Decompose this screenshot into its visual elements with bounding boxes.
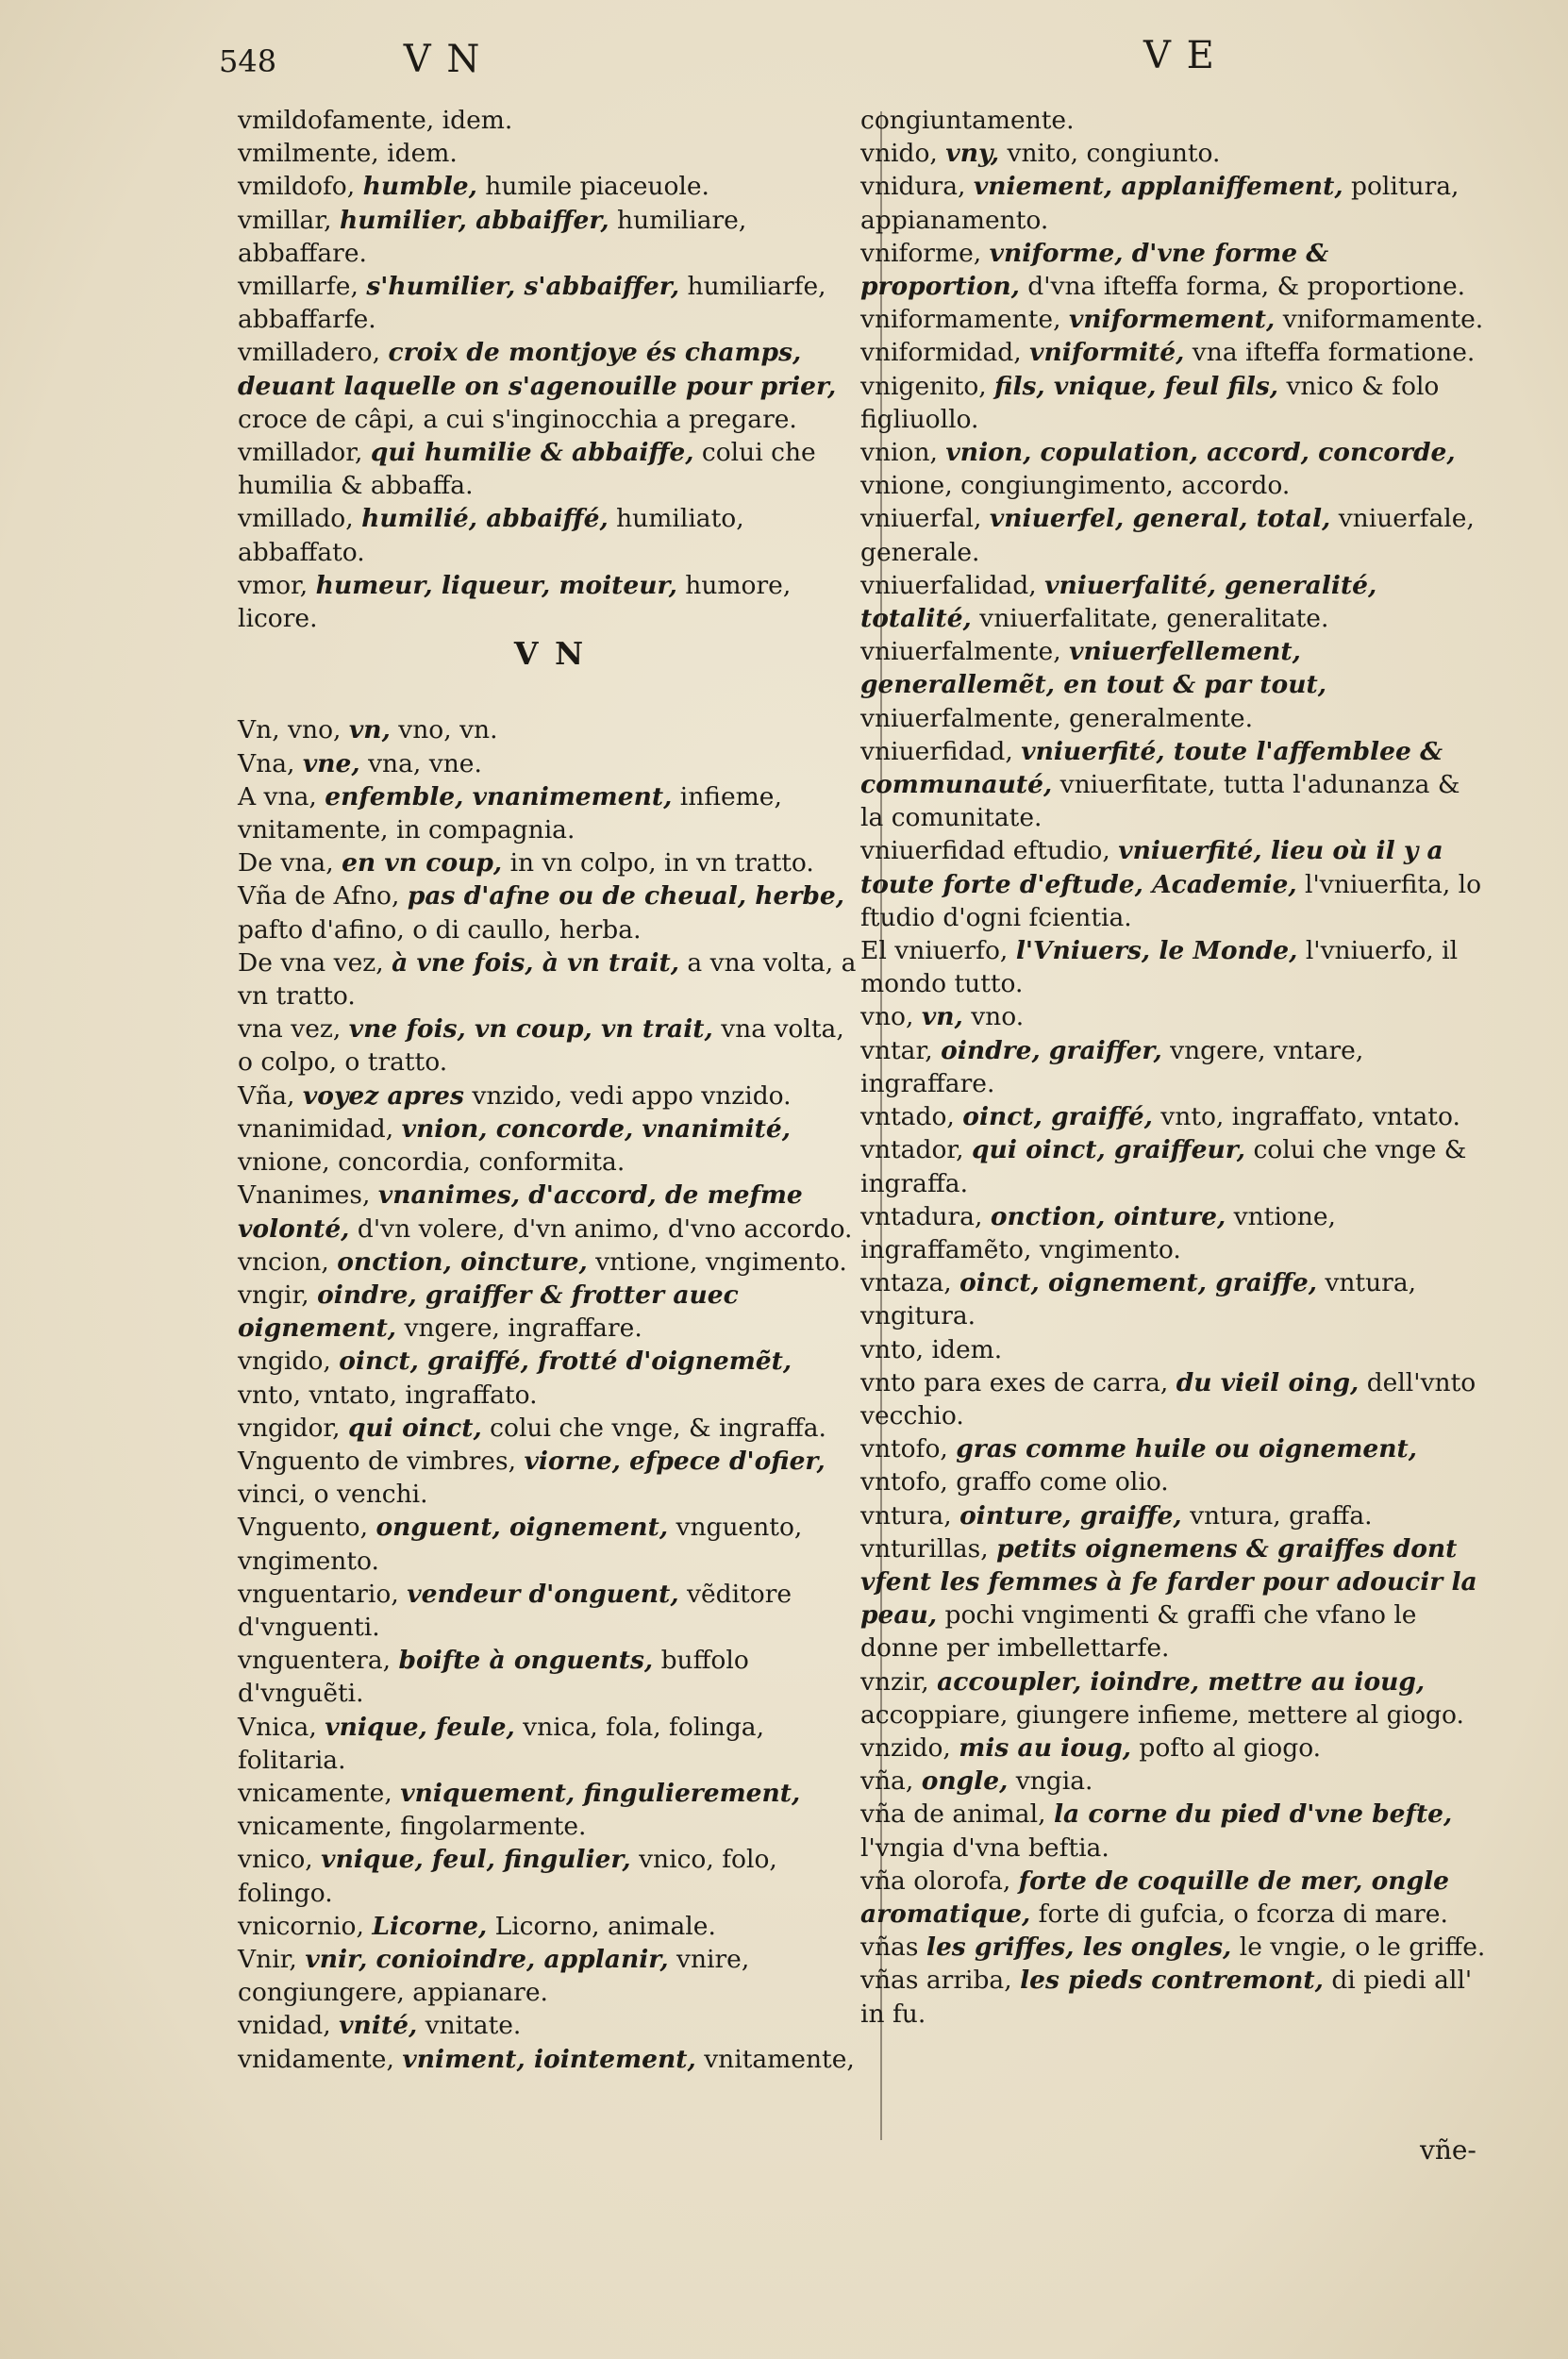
entry-headword: vniformidad, [860, 338, 1022, 368]
entry-italian: vntura, graffa. [1190, 1500, 1373, 1531]
entry-headword: vngidor, [238, 1413, 341, 1443]
dictionary-entry [238, 713, 862, 746]
dictionary-entry [860, 137, 1491, 170]
entry-headword: vnico, [238, 1845, 313, 1875]
entry-headword: Vnanimes, [238, 1180, 371, 1211]
dictionary-entry [238, 1578, 862, 1644]
entry-headword: vña olorofa, [860, 1865, 1011, 1896]
dictionary-entry [238, 1246, 862, 1279]
entry-headword: vnzido, [860, 1732, 951, 1763]
entry-italian: d'vn volere, d'vn animo, d'vno accordo. [357, 1213, 853, 1244]
entry-french: du vieil oing, [1176, 1367, 1359, 1397]
entry-headword: vna vez, [238, 1014, 342, 1045]
entry-headword: vnidad, [238, 2011, 331, 2041]
entry-italian: idem. [442, 106, 513, 135]
entry-french: vniuerfellement, generallemẽt, en tout & par tout, [860, 637, 1326, 700]
dictionary-entry [238, 1511, 862, 1577]
entry-italian: accoppiare, giungere infieme, mettere al giogo. [860, 1699, 1464, 1730]
left-entries-main [238, 713, 862, 2075]
dictionary-entry [860, 170, 1491, 236]
dictionary-entry [860, 104, 1491, 137]
entry-headword: vnzir, [860, 1666, 929, 1697]
dictionary-entry [238, 270, 862, 336]
entry-french: vniuerfel, general, total, [989, 504, 1331, 534]
entry-headword: Vnir, [238, 1944, 297, 1974]
entry-italian: humiliarfe, abbaffarfe. [238, 272, 826, 335]
entry-italian: d'vna ifteffa forma, & proportione. [1027, 272, 1466, 302]
dictionary-entry [860, 1665, 1491, 1732]
entry-headword: vnto para exes de carra, [860, 1367, 1169, 1397]
dictionary-entry [860, 1765, 1491, 1798]
entry-headword: Vnica, [238, 1712, 317, 1742]
entry-french: oindre, graiffer & frotter auec oignement, [238, 1280, 739, 1344]
running-head-right: V E [1143, 34, 1216, 77]
dictionary-entry [238, 1843, 862, 1909]
dictionary-entry [860, 436, 1491, 502]
entry-french: Licorne, [372, 1911, 488, 1941]
entry-italian: vna ifteffa formatione. [1192, 338, 1476, 368]
entry-italian: vna, vne. [368, 748, 482, 778]
entry-headword: vña de animal, [860, 1799, 1046, 1830]
dictionary-entry [860, 370, 1491, 436]
entry-headword: Vña, [238, 1080, 295, 1111]
dictionary-entry [238, 1279, 862, 1345]
entry-french: vniement, applaniffement, [973, 172, 1343, 202]
entry-headword: Vna, [238, 748, 295, 778]
entry-french: vnion, copulation, accord, concorde, [945, 438, 1456, 468]
entry-italian: vntofo, graffo come olio. [860, 1467, 1169, 1497]
entry-headword: vnicornio, [238, 1911, 364, 1941]
entry-headword: El vniuerfo, [860, 936, 1009, 966]
entry-french: vny, [945, 139, 1000, 169]
entry-french: vn, [348, 715, 391, 745]
entry-headword: vmildofo, [238, 172, 356, 202]
entry-french: ongle, [921, 1766, 1009, 1797]
entry-italian: colui che vnge, & ingraffa. [490, 1413, 826, 1443]
dictionary-entry [860, 1865, 1491, 1931]
dictionary-entry [238, 502, 862, 568]
dictionary-entry [860, 336, 1491, 369]
dictionary-entry [238, 436, 862, 502]
entry-french: oinct, graiffé, frotté d'oignemẽt, [339, 1347, 792, 1377]
entry-headword: vntador, [860, 1135, 964, 1165]
entry-french: vendeur d'onguent, [407, 1579, 679, 1609]
entry-italian: humile piaceuole. [485, 172, 709, 202]
entry-italian: colui che humilia & abbaffa. [238, 438, 816, 501]
entry-french: vnanimes, d'accord, de mefme volonté, [238, 1180, 803, 1244]
entry-headword: vniuerfal, [860, 504, 982, 534]
dictionary-entry [238, 1012, 862, 1079]
dictionary-entry [238, 137, 862, 170]
dictionary-entry [860, 735, 1491, 835]
entry-headword: vmilmente, [238, 139, 379, 169]
entry-headword: vniuerfalmente, [860, 637, 1061, 667]
entry-headword: vñas [860, 1932, 919, 1963]
entry-headword: vnion, [860, 438, 938, 468]
entry-headword: Vña de Afno, [238, 881, 400, 912]
entry-headword: vnidura, [860, 172, 966, 202]
dictionary-entry [238, 747, 862, 780]
dictionary-entry [860, 1366, 1491, 1432]
entry-french: forte de coquille de mer, ongle aromatique, [860, 1865, 1450, 1929]
dictionary-entry [238, 1777, 862, 1843]
entry-french: petits oignemens & graiffes dont vfent les femmes à fe farder pour adoucir la peau, [860, 1533, 1477, 1631]
entry-headword: vnidamente, [238, 2044, 394, 2074]
dictionary-entry [238, 946, 862, 1012]
entry-headword: vmildofamente, [238, 106, 435, 135]
entry-italian: vniuerfalmente, generalmente. [860, 703, 1254, 733]
entry-french: en vn coup, [342, 848, 503, 878]
dictionary-entry [860, 237, 1491, 303]
dictionary-entry [238, 1943, 862, 2009]
dictionary-entry [238, 1345, 862, 1411]
catchword: vñe- [1420, 2134, 1476, 2166]
entry-italian: vno. [971, 1002, 1025, 1032]
entry-headword: vngir, [238, 1280, 309, 1310]
section-heading: V N [513, 635, 587, 673]
entry-headword: vniuerfidad eftudio, [860, 836, 1110, 866]
entry-french: vniuerfité, toute l'affemblee & communauté, [860, 736, 1443, 800]
entry-italian: vno, vn. [398, 715, 498, 745]
dictionary-entry [860, 1034, 1491, 1100]
dictionary-entry [238, 336, 862, 436]
entry-french: accoupler, ioindre, mettre au ioug, [937, 1666, 1426, 1697]
entry-italian: vnire, congiungere, appianare. [238, 1944, 750, 2008]
entry-headword: vntofo, [860, 1434, 948, 1464]
dictionary-entry [860, 1133, 1491, 1199]
dictionary-entry [238, 170, 862, 203]
entry-headword: vntadura, [860, 1201, 983, 1231]
dictionary-entry [238, 204, 862, 270]
entry-headword: Vnguento, [238, 1513, 369, 1543]
entry-french: s'humilier, s'abbaiffer, [366, 272, 680, 302]
right-entries [860, 104, 1491, 2031]
entry-italian: vniuerfale, generale. [860, 504, 1475, 567]
entry-french: vniquement, fingulierement, [400, 1778, 801, 1808]
entry-italian: humiliato, abbaffato. [238, 504, 744, 567]
left-column [238, 104, 862, 2076]
entry-french: vne, [302, 748, 360, 778]
entry-italian: vna volta, o colpo, o tratto. [238, 1014, 844, 1078]
entry-french: onction, ointure, [990, 1201, 1226, 1231]
entry-french: qui oinct, graiffeur, [972, 1135, 1245, 1165]
entry-italian: vnitate. [425, 2011, 522, 2041]
dictionary-entry [860, 1798, 1491, 1864]
entry-italian: in vn colpo, in vn tratto. [509, 848, 814, 878]
entry-french: vniformité, [1029, 338, 1185, 368]
dictionary-entry [860, 303, 1491, 336]
entry-italian: politura, appianamento. [860, 172, 1460, 235]
dictionary-entry [860, 569, 1491, 635]
left-entries-top [238, 104, 862, 635]
entry-headword: vniuerfalidad, [860, 570, 1037, 600]
entry-italian: vngere, ingraffare. [404, 1313, 642, 1344]
entry-italian: forte di gufcia, o fcorza di mare. [1038, 1899, 1448, 1929]
entry-italian: l'vniuerfita, lo ftudio d'ogni fcientia. [860, 869, 1482, 932]
entry-italian: vnzido, vedi appo vnzido. [472, 1080, 792, 1111]
entry-headword: vntura, [860, 1500, 952, 1531]
entry-italian: vẽditore d'vnguenti. [238, 1579, 792, 1642]
dictionary-entry [238, 1412, 862, 1445]
entry-french: oinct, graiffé, [962, 1102, 1153, 1132]
entry-french: vniuerfité, lieu où il y a toute forte d'eftude, Academie, [860, 836, 1443, 899]
entry-headword: vnido, [860, 139, 938, 169]
entry-headword: vno, [860, 1002, 914, 1032]
right-column [860, 104, 1491, 2031]
entry-italian: vnicamente, fingolarmente. [238, 1812, 587, 1842]
entry-headword: vmillador, [238, 438, 363, 468]
dictionary-entry [238, 846, 862, 879]
entry-italian: buffolo d'vnguẽti. [238, 1646, 749, 1709]
page-number: 548 [219, 43, 277, 79]
entry-headword: vmillar, [238, 205, 332, 235]
dictionary-entry [238, 1079, 862, 1113]
entry-italian: vniuerfitate, tutta l'adunanza & la comunitate. [860, 770, 1460, 833]
entry-headword: vntar, [860, 1035, 933, 1065]
entry-headword: vnguentario, [238, 1579, 399, 1609]
dictionary-entry [860, 1931, 1491, 1964]
entry-italian: vnione, congiungimento, accordo. [860, 471, 1291, 501]
entry-italian: vnico, folo, folingo. [238, 1845, 777, 1908]
dictionary-entry [860, 1200, 1491, 1266]
entry-french: vniformement, [1068, 305, 1276, 335]
entry-headword: vña, [860, 1766, 914, 1797]
entry-italian: vnto, vntato, ingraffato. [238, 1380, 538, 1410]
entry-headword: vnto, [860, 1334, 925, 1364]
running-head-left: V N [403, 38, 482, 81]
entry-headword: vnturillas, [860, 1533, 989, 1564]
entry-french: croix de montjoye és champs, deuant laquelle on s'agenouille pour prier, [238, 338, 837, 401]
entry-headword: vmilladero, [238, 338, 381, 368]
entry-headword: vnicamente, [238, 1778, 392, 1808]
entry-italian: vnica, fola, folinga, folitaria. [238, 1712, 765, 1775]
entry-italian: Licorno, animale. [494, 1911, 716, 1941]
dictionary-entry [860, 1432, 1491, 1498]
entry-headword: vnanimidad, [238, 1113, 394, 1144]
entry-french: vnir, conioindre, applanir, [305, 1944, 669, 1974]
entry-french: l'Vniuers, le Monde, [1015, 936, 1298, 966]
entry-headword: vncion, [238, 1246, 329, 1277]
entry-headword: vniforme, [860, 238, 982, 268]
entry-italian: vngia. [1015, 1766, 1093, 1797]
entry-italian: vnto, ingraffato, vntato. [1160, 1102, 1460, 1132]
page-header-left [219, 38, 481, 81]
dictionary-entry [860, 1532, 1491, 1665]
entry-italian: infieme, vnitamente, in compagnia. [238, 781, 782, 845]
entry-italian: vniuerfalitate, generalitate. [979, 604, 1329, 634]
entry-headword: vmillarfe, [238, 272, 359, 302]
entry-italian: vnito, congiunto. [1007, 139, 1221, 169]
entry-french: boifte à onguents, [398, 1646, 654, 1676]
entry-french: oindre, graiffer, [941, 1035, 1162, 1065]
entry-french: fils, vnique, feul fils, [994, 371, 1279, 401]
dictionary-entry [238, 780, 862, 846]
dictionary-entry [860, 635, 1491, 735]
entry-french: vnique, feul, fingulier, [321, 1845, 631, 1875]
entry-french: gras comme huile ou oignement, [956, 1434, 1418, 1464]
dictionary-entry [238, 2043, 862, 2076]
entry-italian: congiuntamente. [860, 106, 1075, 135]
entry-italian: vntura, vngitura. [860, 1268, 1417, 1331]
dictionary-entry [860, 834, 1491, 934]
entry-french: humeur, liqueur, moiteur, [315, 570, 677, 600]
entry-italian: vntione, ingraffamẽto, vngimento. [860, 1201, 1336, 1264]
dictionary-entry [860, 1499, 1491, 1532]
dictionary-entry [860, 1100, 1491, 1133]
entry-french: vnion, concorde, vnanimité, [401, 1113, 791, 1144]
entry-italian: dell'vnto vecchio. [860, 1367, 1476, 1430]
entry-italian: vnguento, vngimento. [238, 1513, 803, 1576]
dictionary-entry [238, 1644, 862, 1710]
dictionary-entry [238, 1910, 862, 1943]
dictionary-entry [238, 104, 862, 137]
entry-italian: vnico & folo figliuollo. [860, 371, 1440, 434]
entry-french: vnité, [339, 2011, 418, 2041]
entry-french: humilier, abbaiffer, [339, 205, 609, 235]
entry-french: vniforme, d'vne forme & proportion, [860, 238, 1329, 302]
dictionary-entry [860, 934, 1491, 1000]
dictionary-entry [860, 1732, 1491, 1765]
entry-headword: vnigenito, [860, 371, 987, 401]
entry-headword: vngido, [238, 1347, 331, 1377]
entry-italian: idem. [387, 139, 458, 169]
entry-italian: pofto al giogo. [1139, 1732, 1322, 1763]
entry-french: vnique, feule, [325, 1712, 515, 1742]
entry-italian: croce de câpi, a cui s'inginocchia a pregare. [238, 404, 797, 434]
entry-french: humble, [362, 172, 477, 202]
entry-headword: vnguentera, [238, 1646, 392, 1676]
entry-italian: l'vniuerfo, il mondo tutto. [860, 936, 1459, 999]
entry-french: onguent, oignement, [375, 1513, 669, 1543]
entry-french: voyez apres [302, 1080, 464, 1111]
entry-headword: Vn, vno, [238, 715, 342, 745]
entry-italian: pochi vngimenti & graffi che vfano le donne per imbellettarfe. [860, 1600, 1417, 1664]
entry-headword: vniformamente, [860, 305, 1061, 335]
entry-french: à vne fois, à vn trait, [392, 947, 679, 978]
entry-headword: vñas arriba, [860, 1966, 1012, 1996]
dictionary-entry [860, 1000, 1491, 1033]
entry-headword: A vna, [238, 781, 317, 811]
entry-italian: l'vngia d'vna beftia. [860, 1832, 1109, 1863]
entry-french: les griffes, les ongles, [926, 1932, 1232, 1963]
dictionary-entry [238, 569, 862, 635]
entry-italian: vnione, concordia, conformita. [238, 1147, 626, 1178]
dictionary-entry [238, 1179, 862, 1245]
dictionary-entry [860, 1266, 1491, 1332]
entry-italian: vniformamente. [1282, 305, 1484, 335]
entry-headword: De vna, [238, 848, 334, 878]
entry-italian: colui che vnge & ingraffa. [860, 1135, 1467, 1198]
entry-french: les pieds contremont, [1020, 1966, 1324, 1996]
entry-french: ointure, graiffe, [959, 1500, 1182, 1531]
entry-headword: vmillado, [238, 504, 354, 534]
entry-french: oinct, oignement, graiffe, [959, 1268, 1317, 1298]
entry-headword: De vna vez, [238, 947, 384, 978]
entry-italian: a vna volta, a vn tratto. [238, 947, 857, 1012]
entry-italian: pafto d'afino, o di caullo, herba. [238, 914, 642, 945]
entry-french: vniment, iointement, [402, 2044, 696, 2074]
entry-headword: vntaza, [860, 1268, 952, 1298]
entry-french: vn, [921, 1002, 963, 1032]
dictionary-entry [238, 2009, 862, 2042]
entry-italian: humiliare, abbaffare. [238, 205, 747, 268]
entry-french: humilié, abbaiffé, [361, 504, 609, 534]
entry-italian: le vngie, o le griffe. [1239, 1932, 1486, 1963]
entry-headword: vniuerfidad, [860, 736, 1013, 766]
entry-italian: vinci, o venchi. [238, 1480, 428, 1510]
entry-french: qui oinct, [348, 1413, 482, 1443]
dictionary-entry [238, 1445, 862, 1511]
entry-italian: vntione, vngimento. [595, 1246, 847, 1277]
entry-french: vniuerfalité, generalité, totalité, [860, 570, 1377, 634]
entry-italian: vnitamente, [704, 2044, 855, 2074]
entry-headword: vmor, [238, 570, 309, 600]
entry-headword: Vnguento de vimbres, [238, 1446, 516, 1476]
entry-italian: idem. [931, 1334, 1003, 1364]
entry-french: vne fois, vn coup, vn trait, [348, 1014, 713, 1045]
entry-french: la corne du pied d'vne befte, [1053, 1799, 1453, 1830]
entry-italian: humore, licore. [238, 570, 792, 634]
entry-french: pas d'afne ou de cheual, herbe, [407, 881, 844, 912]
dictionary-entry [238, 879, 862, 945]
dictionary-entry [238, 1711, 862, 1777]
dictionary-entry [238, 1113, 862, 1179]
entry-french: enfemble, vnanimement, [325, 781, 673, 811]
entry-headword: vntado, [860, 1102, 955, 1132]
entry-italian: vngere, vntare, ingraffare. [860, 1035, 1364, 1098]
dictionary-entry [860, 1964, 1491, 2030]
dictionary-entry [860, 1333, 1491, 1366]
entry-french: mis au ioug, [959, 1732, 1131, 1763]
entry-french: viorne, efpece d'ofier, [524, 1446, 826, 1476]
entry-italian: di piedi all' in fu. [860, 1966, 1473, 2029]
entry-french: qui humilie & abbaiffe, [370, 438, 694, 468]
dictionary-entry [860, 502, 1491, 568]
entry-french: onction, oincture, [337, 1246, 588, 1277]
